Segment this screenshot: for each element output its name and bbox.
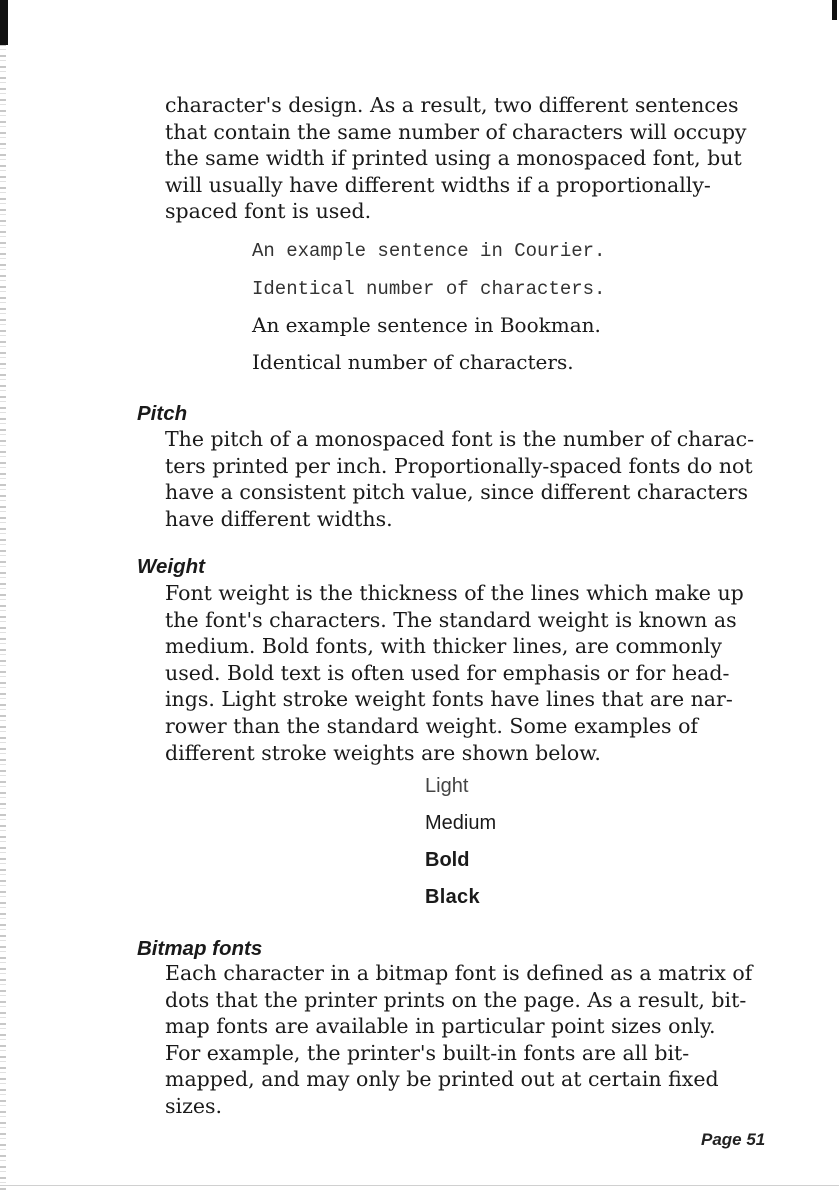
pitch-line: ters printed per inch. Proportionally-spaced fonts do not — [165, 453, 753, 478]
intro-line: the same width if printed using a monospaced font, but — [165, 146, 742, 171]
bitmap-line: mapped, and may only be printed out at certain fixed — [165, 1067, 719, 1092]
weight-heading: Weight — [137, 555, 205, 578]
courier-sample-identical: Identical number of characters. — [252, 278, 606, 300]
weight-example-bold: Bold — [425, 849, 470, 871]
intro-paragraph — [165, 92, 773, 225]
bitmap-line: Each character in a bitmap font is defined as a matrix of — [165, 961, 753, 985]
pitch-line: have a consistent pitch value, since different characters — [165, 480, 748, 505]
scan-edge-left — [0, 0, 6, 1191]
scan-mark-top-left — [0, 0, 8, 45]
page-number: Page 51 — [701, 1130, 766, 1149]
weight-example-black: Black — [425, 886, 480, 908]
weight-line: rower than the standard weight. Some examples of — [165, 713, 699, 738]
bitmap-fonts-heading: Bitmap fonts — [137, 937, 263, 960]
bitmap-line: For example, the printer's built-in fonts are all bit- — [165, 1040, 690, 1065]
weight-line: different stroke weights are shown below. — [165, 740, 601, 765]
pitch-line: The pitch of a monospaced font is the number of charac- — [165, 427, 755, 451]
bitmap-paragraph — [165, 960, 773, 1120]
bookman-sample-identical: Identical number of characters. — [252, 350, 574, 374]
intro-line: that contain the same number of characters will occupy — [165, 119, 747, 144]
courier-sample-sentence: An example sentence in Courier. — [252, 240, 606, 262]
scan-edge-bottom — [0, 1185, 839, 1186]
weight-line: Font weight is the thickness of the lines which make up — [165, 581, 744, 605]
weight-line: used. Bold text is often used for emphasis or for head- — [165, 660, 730, 685]
bitmap-line: sizes. — [165, 1093, 223, 1118]
pitch-paragraph — [165, 426, 773, 532]
weight-line: the font's characters. The standard weight is known as — [165, 607, 737, 632]
intro-line: spaced font is used. — [165, 199, 372, 224]
intro-line: character's design. As a result, two different sentences — [165, 93, 739, 117]
weight-paragraph — [165, 580, 773, 766]
intro-line: will usually have different widths if a proportionally- — [165, 172, 711, 197]
weight-example-light: Light — [425, 775, 469, 797]
pitch-line: have different widths. — [165, 506, 393, 531]
weight-line: medium. Bold fonts, with thicker lines, are commonly — [165, 634, 722, 659]
bookman-sample-sentence: An example sentence in Bookman. — [252, 313, 601, 337]
weight-line: ings. Light stroke weight fonts have lines that are nar- — [165, 687, 733, 712]
bitmap-line: map fonts are available in particular point sizes only. — [165, 1014, 716, 1039]
pitch-heading: Pitch — [137, 402, 188, 425]
scan-mark-top-right — [832, 0, 837, 20]
bitmap-line: dots that the printer prints on the page. As a result, bit- — [165, 987, 747, 1012]
weight-example-medium: Medium — [425, 812, 497, 834]
